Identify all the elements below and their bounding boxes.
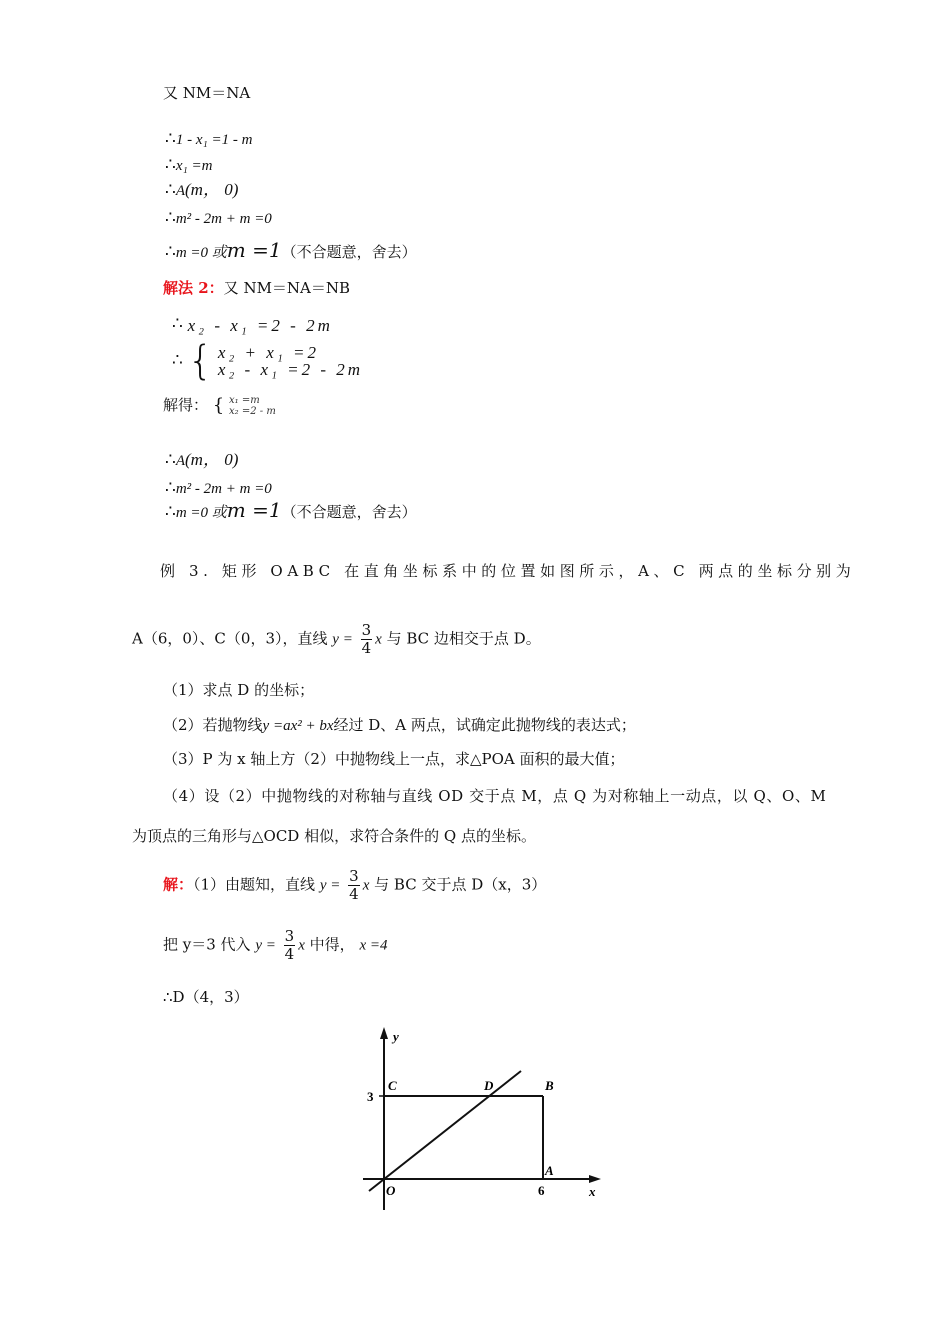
equation-3: ∴A(m， 0) (165, 180, 239, 200)
equation-8: ∴m² - 2m + m =0 (165, 478, 272, 498)
method-2-line: 解法 2：又 NM＝NA＝NB (163, 279, 351, 297)
equation-7: ∴A(m， 0) (165, 450, 239, 470)
label-6: 6 (538, 1183, 545, 1198)
label-3: 3 (367, 1089, 374, 1104)
equation-4: ∴m² - 2m + m =0 (165, 208, 272, 228)
equation-1: ∴1 - x₁ =1 - m (165, 129, 253, 149)
x-axis-arrow (589, 1175, 601, 1183)
question-3: （3）P 为 x 轴上方（2）中抛物线上一点，求△POA 面积的最大值； (163, 750, 625, 768)
solution-line-2: 把 y＝3 代入 y = $\frac{3}{4}$ x 中得， x =4 (163, 927, 388, 963)
label-x: x (589, 1184, 596, 1199)
equation-system: ∴ { x₂ + x₁ =2 x₂ - x₁ =2 - 2m (172, 338, 364, 384)
solution-line-1: 解：（1）由题知，直线 y = $\frac{3}{4}$ x 与 BC 交于点 D（x，3） (163, 867, 547, 903)
label-b: B (545, 1078, 554, 1093)
question-4-line-2: 为顶点的三角形与△OCD 相似，求符合条件的 Q 点的坐标。 (132, 827, 536, 845)
question-1: （1）求点 D 的坐标； (163, 681, 315, 699)
question-2: （2）若抛物线y =ax² + bx经过 D、A 两点，试确定此抛物线的表达式； (163, 716, 636, 734)
coordinate-figure (355, 1025, 615, 1225)
given-line: 又 NM＝NA (163, 84, 251, 102)
equation-2: ∴x₁ =m (165, 155, 213, 175)
label-y: y (393, 1029, 399, 1044)
example-3-line-1: 例 3. 矩形 OABC 在直角坐标系中的位置如图所示，A、C 两点的坐标分别为 (160, 562, 856, 580)
equation-9: ∴m =0 或m =1（不合题意，舍去） (165, 498, 417, 522)
equation-5: ∴m =0 或m =1（不合题意，舍去） (165, 238, 417, 262)
label-o: O (386, 1183, 396, 1198)
label-c: C (388, 1078, 397, 1093)
label-a: A (545, 1163, 554, 1178)
solution-line-3: ∴D（4，3） (163, 988, 249, 1006)
equation-6: ∴ x₂ - x₁ =2 - 2m (172, 314, 333, 335)
y-axis-arrow (380, 1027, 388, 1039)
example-3-line-2: A（6，0）、C（0，3），直线 y = $\frac{3}{4}$ x 与 BC 边相交于点 D。 (132, 621, 541, 657)
question-4-line-1: （4）设（2）中抛物线的对称轴与直线 OD 交于点 M，点 Q 为对称轴上一动点，以 Q、O、M (163, 787, 827, 805)
solve-line: 解得： { x₁ =m x₂ =2 - m (163, 395, 276, 417)
label-d: D (484, 1078, 494, 1093)
